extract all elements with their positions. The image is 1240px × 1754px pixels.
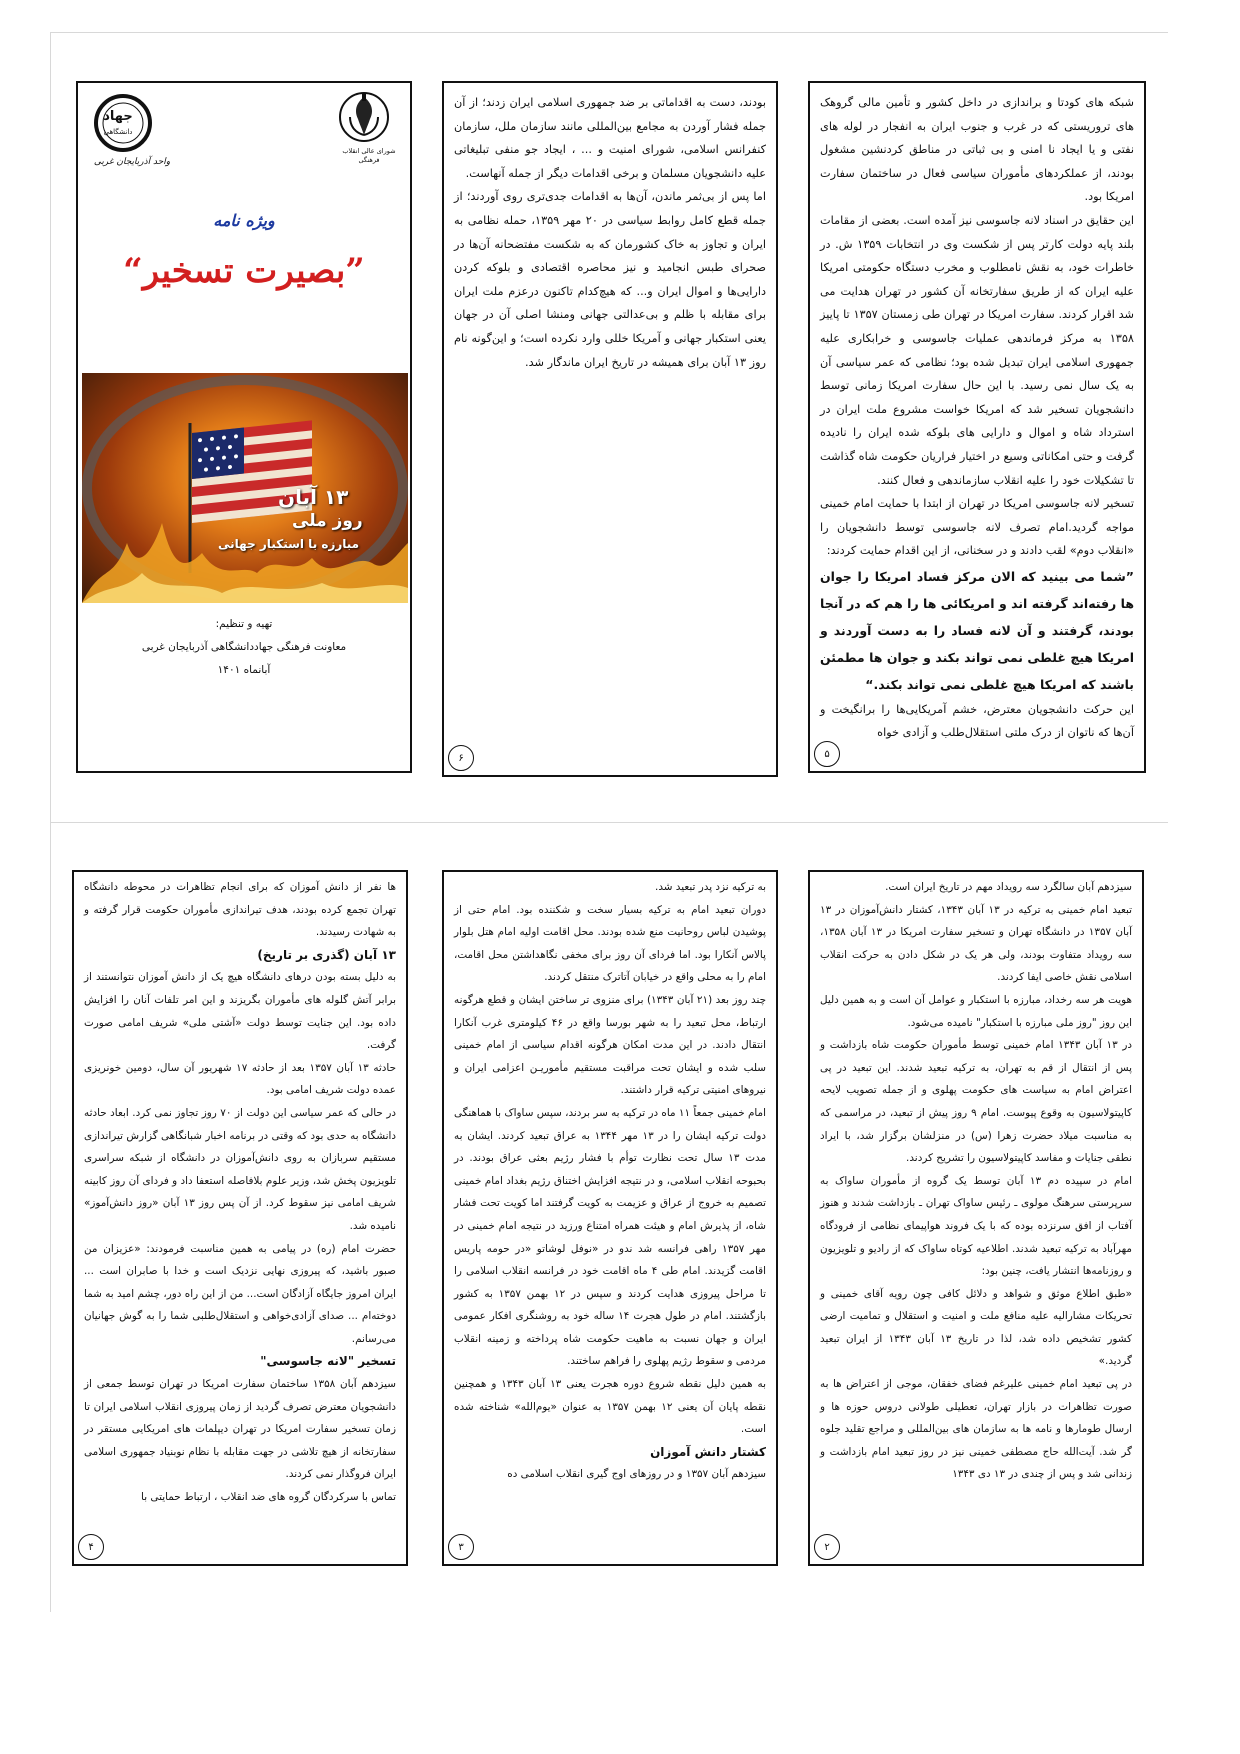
p4-s2-para-2: تماس با سرکردگان گروه های ضد انقلاب ، ارتباط حمایتی با	[141, 1491, 396, 1504]
page-2-text	[810, 872, 1142, 1486]
p2-para-3: هویت هر سه رخداد، مبارزه با استکبار و عوامل آن است و به همین دلیل این روز "روز ملی مبارزه با استکبار" نامیده می‌شود.	[820, 993, 1132, 1029]
page-number-3: ۳	[448, 1534, 474, 1560]
p3-para-5: به همین دلیل نقطه شروع دوره هجرت یعنی ۱۳ آبان ۱۳۴۳ و همچنین نقطه پایان آن یعنی ۱۲ بهمن ۱۳۵۷ به عنوان «یوم‌الله» شناخته شده است.	[454, 1378, 766, 1436]
cover-image-text-2: روز ملی	[292, 511, 363, 531]
p4-s2-para-1: سیزدهم آبان ۱۳۵۸ ساختمان سفارت امریکا در تهران توسط جمعی از دانشجویان معترض تصرف گردید از زمان پیروزی انقلاب اسلامی ایران تا زمان تسخیر سفارت امریکا در تهران دیپلمات های امریکایی مستقر در سفارتخانه از هیچ تلاشی در جهت مقابله با نظام نوبنیاد جمهوری اسلامی ایران فروگذار نمی کردند.	[84, 1378, 396, 1481]
jahad-logo-title: جهاد	[103, 109, 133, 124]
p4-s1-para-4: حضرت امام (ره) در پیامی به همین مناسبت فرمودند: «عزیزان من صبور باشید، که پیروزی نهایی نزدیک است و خدا با صابران است ... ایران امروز جایگاه آزادگان است... من از این راه دور، چشم امید به شما دوخته‌ام ... صدای آزادی‌خواهی و استقلال‌طلبی شما را به گوش جهانیان می‌رسانم.	[84, 1242, 396, 1345]
p3-para-1: به ترکیه نزد پدر تبعید شد.	[655, 881, 766, 893]
page-6-text	[444, 83, 776, 374]
prepared-by: معاونت فرهنگی جهاددانشگاهی آذربایجان غربی	[141, 641, 347, 653]
page-4-panel	[72, 870, 408, 1566]
page-number-4: ۴	[78, 1534, 104, 1560]
cover-panel	[76, 81, 412, 773]
prepared-by-label: تهیه و تنظیم:	[215, 618, 273, 630]
page-number-2: ۲	[814, 1534, 840, 1560]
jahad-logo-subtitle: دانشگاهی	[103, 128, 133, 136]
jahad-logo-caption: واحد آذربایجان غربی	[93, 157, 171, 167]
p5-para-1: شبکه های کودتا و براندازی در داخل کشور و تأمین مالی گروهک های تروریستی که در غرب و جنوب ایران به انفجار در لوله های نفتی و یا ایجاد نا امنی و بی ثباتی در مناطق کردنشین مشغول بودند، از عملکردهای مأموران سیاسی فعال در ساختمان سفارت امریکا بود.	[820, 96, 1134, 204]
p2-para-6: «طبق اطلاع موثق و شواهد و دلائل کافی چون رویه آقای خمینی و تحریکات مشارالیه علیه منافع ملت و امنیت و استقلال و تمامیت ارضی کشور تشخیص داده شد، لذا در تاریخ ۱۳ آبان ۱۳۴۳ از ایران تبعید گردید.»	[820, 1287, 1132, 1368]
p5-para-3: تسخیر لانه جاسوسی امریکا در تهران از ابتدا با حمایت امام خمینی مواجه گردید.امام تصرف لانه جاسوسی توسط دانشجویان را «انقلاب دوم» لقب دادند و در سخنانی، از این اقدام حمایت کردند:	[820, 497, 1134, 558]
cover-title: ”بصیرت تسخیر“	[123, 251, 365, 291]
p5-para-2: این حقایق در اسناد لانه جاسوسی نیز آمده است. بعضی از مقامات بلند پایه دولت کارتر پس از شکست وی در انتخابات ۱۳۵۹ ش. در خاطرات خود، به نقش نامطلوب و مخرب دستگاه حکومتی امریکا علیه ایران که از طریق سفارتخانه آن کشور در تهران هدایت می شد اقرار کردند. سفارت امریکا در تهران طی زمستان ۱۳۵۷ تا پاییز ۱۳۵۸ به مرکز فرماندهی عملیات جاسوسی و خرابکاری علیه جمهوری اسلامی ایران تبدیل شده بود؛ نظامی که عمر سیاسی آن به یک سال نمی رسید. با این حال سفارت امریکا زمانی توسط دانشجویان تسخیر شد که امریکا خواست مشروع ملت ایران در استرداد شاه و اموال و دارایی های بلوکه شده ایران را نادیده گرفت و حتی امکاناتی وسیع در اختیار فراریان حکومت شاه گذاشت تا تشکیلات خود را علیه انقلاب سازماندهی و فعال کنند.	[820, 213, 1135, 487]
page-3-text	[444, 872, 776, 1486]
sheet-border-top	[50, 32, 1168, 33]
jahad-logo	[88, 93, 158, 163]
p3-after-heading: سیزدهم آبان ۱۳۵۷ و در روزهای اوج گیری انقلاب اسلامی ده	[507, 1468, 766, 1481]
p2-para-5: امام در سپیده دم ۱۳ آبان توسط یک گروه از مأموران ساواک به سرپرستی سرهنگ مولوی ـ رئیس ساواک تهران ـ بازداشت شدند و هنوز آفتاب از افق سرنزده بوده که با یک فروند هواپیمای نظامی از فرودگاه مهرآباد به ترکیه تبعید شدند. اطلاعیه کوتاه ساواک که از رادیو و تلویزیون و روزنامه‌ها انتشار یافت، چنین بود:	[820, 1174, 1132, 1278]
page-2-panel	[808, 870, 1144, 1566]
p2-para-7: در پی تبعید امام خمینی علیرغم فضای خفقان، موجی از اعتراض ها به صورت تظاهرات در بازار تهران، تعطیلی طولانی دروس حوزه ها و ارسال طومارها و نامه ها به سازمان های بین‌المللی و مراجع تقلید جلوه گر شد. آیت‌الله حاج مصطفی خمینی نیز در روز تبعید امام بازداشت و زندانی شد و پس از چندی در ۱۳ دی ۱۳۴۳	[820, 1378, 1132, 1481]
p4-heading-2: تسخیر "لانه جاسوسی"	[260, 1354, 396, 1369]
p2-para-2: تبعید امام خمینی به ترکیه در ۱۳ آبان ۱۳۴۳، کشتار دانش‌آموزان در ۱۳ آبان ۱۳۵۷ در دانشگاه تهران و تسخیر سفارت امریکا در ۱۳ آبان ۱۳۵۸، سه رویداد متفاوت بودند، ولی هر یک در شکل دادن به حرکت انقلاب اسلامی نقش خاصی ایفا کردند.	[820, 903, 1132, 984]
p5-after-quote: این حرکت دانشجویان معترض، خشم آمریکایی‌ها را برانگیخت و آن‌ها که ناتوان از درک ملتی استقلال‌طلب و آزادی خواه	[820, 702, 1134, 740]
p4-s1-para-3: در حالی که عمر سیاسی این دولت از ۷۰ روز تجاوز نمی کرد. ابعاد حادثه دانشگاه به حدی بود که وقتی در برنامه اخبار شبانگاهی گزارش تیراندازی مستقیم سربازان به روی دانش‌آموزان در دانشگاه از شبکه سراسری تلویزیون پخش شد، وزیر علوم بلافاصله استعفا داد و فردای آن روز کابینه شریف امامی نیز سقوط کرد. از آن پس روز ۱۳ آبان «روز دانش‌آموز» نامیده شد.	[84, 1106, 396, 1232]
p3-para-2: دوران تبعید امام به ترکیه بسیار سخت و شکننده بود. امام حتی از پوشیدن لباس روحانیت منع شده بودند. محل اقامت اولیه امام هتل بلوار پالاس آنکارا بود. اما فردای آن روز برای مخفی نگاهداشتن محل اقامت، امام را به محلی واقع در خیابان آتاترک منتقل کردند.	[454, 903, 766, 984]
burning-flag-icon	[82, 373, 408, 603]
sheet-divider	[50, 822, 1168, 823]
p4-s1-para-1: به دلیل بسته بودن درهای دانشگاه هیچ یک از دانش آموزان نتوانستند از برابر آتش گلوله های مأموران بگریزند و این امر تلفات آنان را افزایش داده بود. این جنایت توسط دولت «آشتی ملی» شریف امامی صورت گرفت.	[84, 971, 396, 1052]
council-emblem-icon	[336, 89, 392, 145]
cover-date: آبانماه ۱۴۰۱	[217, 664, 271, 676]
council-logo-caption: شورای عالی انقلاب فرهنگی	[342, 147, 396, 164]
p3-heading: کشتار دانش آموزان	[650, 1444, 766, 1459]
p5-quote: ”شما می بینید که الان مرکز فساد امریکا را جوان ها رفته‌اند گرفته اند و امریکائی ها را هم که در آنجا بودند، گرفتند و آن لانه فساد را به دست آوردند و امریکا هیچ غلطی نمی تواند بکند و جوان ها مطمئن باشند که امریکا هیچ غلطی نمی تواند بکند.“	[820, 568, 1134, 692]
cover-image-text-3: مبارزه با استکبار جهانی	[218, 537, 360, 551]
page-5-panel	[808, 81, 1146, 773]
page-number-5: ۵	[814, 741, 840, 767]
p2-para-1: سیزدهم آبان سالگرد سه رویداد مهم در تاریخ ایران است.	[885, 881, 1132, 893]
cover-image	[82, 373, 408, 603]
page-number-6: ۶	[448, 745, 474, 771]
p6-para-2: اما پس از بی‌ثمر ماندن، آن‌ها به اقدامات جدی‌تری روی آوردند؛ از جمله قطع کامل روابط سیاسی در ۲۰ مهر ۱۳۵۹، حمله نظامی به ایران و تجاوز به خاک کشورمان که به شکست مفتضحانه آن‌ها در صحرای طبس انجامید و نیز محاصره اقتصادی و بلوکه کردن دارایی‌ها و اموال ایران و... که هیچ‌کدام تاکنون درعزم ملت ایران برای مقابله با ظلم و بی‌عدالتی جهانی ومنشا اصلی آن در جهان یعنی استکبار جهانی و آمریکا خللی وارد نکرده است؛ و این‌گونه نام روز ۱۳ آبان برای همیشه در تاریخ ایران ماندگار شد.	[454, 190, 766, 369]
p2-para-4: در ۱۳ آبان ۱۳۴۳ امام خمینی توسط مأموران حکومت شاه بازداشت و پس از انتقال از قم به تهران، به ترکیه تبعید شدند. این تبعید در پی اعتراض امام به سیاست های حکومت پهلوی و از جمله تصویب لایحه کاپیتولاسیون به وقوع پیوست. امام ۹ روز پیش از تبعید، در مراسمی که به مناسبت میلاد حضرت زهرا (س) در منزلشان برگزار شد، با ایراد نطقی جنایات و مفاسد کاپیتولاسیون را تشریح کردند.	[820, 1039, 1133, 1165]
cover-image-text-1: ۱۳ آبان	[278, 485, 349, 509]
p4-s1-para-2: حادثه ۱۳ آبان ۱۳۵۷ بعد از حادثه ۱۷ شهریور آن سال، دومین خونریزی عمده دولت شریف امامی بود.	[84, 1061, 397, 1097]
page-3-panel	[442, 870, 778, 1566]
p4-heading-1: ۱۳ آبان (گذری بر تاریخ)	[257, 947, 396, 962]
cover-label: ویژه نامه	[213, 211, 275, 230]
p3-para-4: امام خمینی جمعاً ۱۱ ماه در ترکیه به سر بردند، سپس ساواک با هماهنگی دولت ترکیه ایشان را در ۱۳ مهر ۱۳۴۴ به عراق تبعید کردند. ایشان به مدت ۱۳ سال تحت نظارت توأم با فشار رژیم بعثی عراق بودند. در بحبوحه انقلاب اسلامی، و در نتیجه افزایش اختناق رژیم بغداد امام خمینی تصمیم به خروج از عراق و عزیمت به کویت گرفتند اما کویت تحت فشار شاه، از پذیرش امام و هیئت همراه امتناع ورزید در نتیجه امام خمینی در مهر ۱۳۵۷ راهی فرانسه شد ندو در «نوفل لوشاتو «در حومه پاریس اقامت گزیدند. امام طی ۴ ماه اقامت خود در فرانسه انقلاب اسلامی را تا مراحل پیروزی هدایت کردند و سپس در ۱۲ بهمن ۱۳۵۷ به کشور بازگشتند. امام در طول هجرت ۱۴ ساله خود به روشنگری افکار عمومی ایران و جهان نسبت به ماهیت حکومت شاه پرداخته و زمینه انقلاب مردمی و سقوط رژیم پهلوی را فراهم ساختند.	[454, 1106, 766, 1368]
page-4-text	[74, 872, 406, 1509]
p6-para-1: بودند، دست به اقداماتی بر ضد جمهوری اسلامی ایران زدند؛ از آن جمله فشار آوردن به مجامع بین‌المللی مانند سازمان ملل، سازمان کنفرانس اسلامی، شورای امنیت و ... ، ایجاد جو منفی تبلیغاتی علیه دانشجویان مسلمان و برخی اقدامات دیگر از جمله آنهاست.	[454, 96, 766, 180]
p3-para-3: چند روز بعد (۲۱ آبان ۱۳۴۳) برای منزوی تر ساختن ایشان و قطع هرگونه ارتباط، محل تبعید را به شهر بورسا واقع در ۴۶ کیلومتری غرب آنکارا انتقال دادند. در این مدت امکان هرگونه اقدام سیاسی از امام خمینی سلب شده و ایشان تحت مراقبت مستقیم مأموریـن اعزامی ایران و نیروهای امنیتی ترکیه قرار داشتند.	[454, 993, 766, 1097]
cover-credits	[78, 613, 410, 682]
p4-para-1: ها نفر از دانش آموزان که برای انجام تظاهرات در محوطه دانشگاه تهران تجمع کرده بودند، هدف تیراندازی مأموران حکومت قرار گرفته و به شهادت رسیدند.	[84, 881, 396, 939]
page-6-panel	[442, 81, 778, 777]
page-5-text	[810, 83, 1144, 745]
